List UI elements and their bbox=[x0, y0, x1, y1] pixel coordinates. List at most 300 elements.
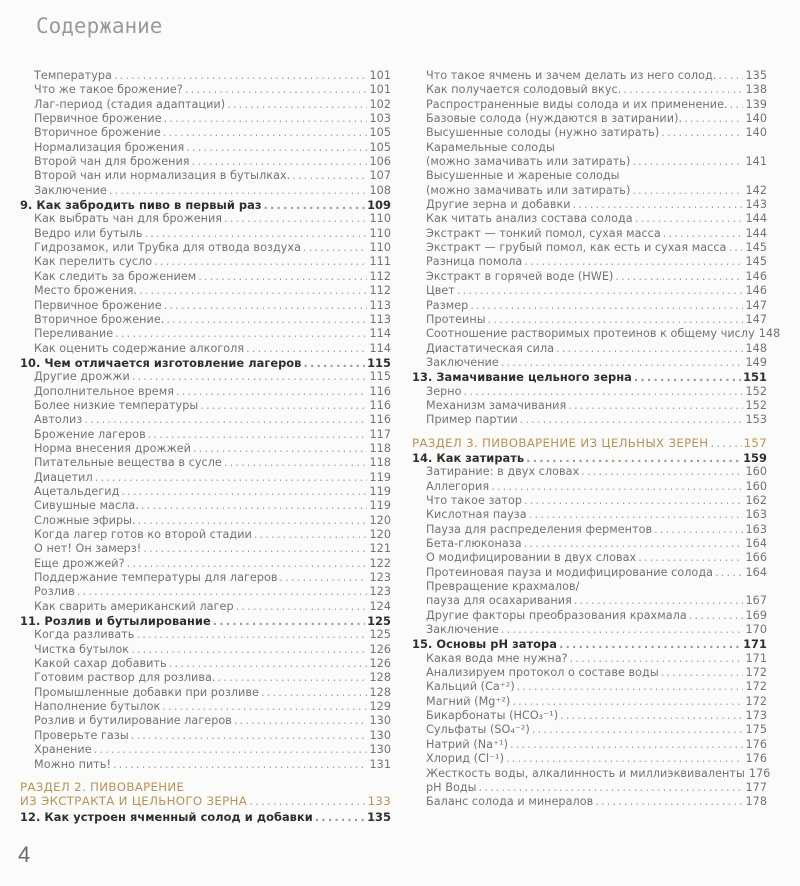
toc-subentry[interactable] bbox=[412, 652, 767, 666]
dot-leader bbox=[166, 313, 367, 327]
toc-subentry[interactable] bbox=[20, 83, 391, 97]
toc-entry-page: 128 bbox=[369, 671, 391, 685]
dot-leader bbox=[488, 313, 744, 327]
toc-entry-title: Хлорид (Cl⁻¹) bbox=[426, 752, 505, 766]
toc-subentry[interactable] bbox=[412, 399, 767, 413]
toc-entry-page: 145 bbox=[745, 255, 767, 269]
toc-subentry[interactable] bbox=[412, 313, 767, 327]
toc-entry-page: 110 bbox=[369, 226, 391, 240]
toc-subentry[interactable] bbox=[20, 542, 391, 556]
toc-entry-title: (можно замачивать или затирать) bbox=[426, 155, 631, 169]
toc-entry-title: Ацетальдегид bbox=[34, 484, 120, 498]
toc-subentry[interactable] bbox=[20, 758, 391, 772]
toc-entry-page: 171 bbox=[745, 651, 767, 665]
toc-subentry[interactable] bbox=[412, 594, 767, 608]
toc-subentry[interactable] bbox=[20, 729, 391, 743]
toc-entry-title: Гидрозамок, или Трубка для отвода воздуха bbox=[34, 241, 301, 255]
dot-leader bbox=[115, 327, 367, 341]
toc-entry-page: 166 bbox=[745, 551, 767, 565]
toc-entry-page: 121 bbox=[369, 542, 391, 556]
toc-entry-title: Готовим раствор для розлива. bbox=[34, 671, 216, 685]
toc-entry-page: 160 bbox=[745, 465, 767, 479]
dot-leader bbox=[227, 98, 367, 112]
dot-leader bbox=[144, 227, 367, 241]
toc-subentry[interactable] bbox=[20, 126, 391, 140]
dot-leader bbox=[131, 643, 367, 657]
dot-leader bbox=[559, 637, 741, 651]
toc-entry-page: 108 bbox=[369, 183, 391, 197]
toc-entry-title: Диастатическая сила bbox=[426, 341, 555, 355]
dot-leader bbox=[185, 83, 368, 97]
toc-entry-title: Наполнение бутылок bbox=[34, 700, 161, 714]
toc-entry-title: Температура bbox=[34, 69, 112, 82]
toc-entry-page: 115 bbox=[369, 370, 391, 384]
toc-entry-title: pH Воды bbox=[426, 780, 477, 794]
toc-subentry[interactable] bbox=[412, 241, 767, 255]
toc-entry-page: 117 bbox=[369, 427, 391, 441]
toc-subentry[interactable] bbox=[20, 255, 391, 269]
toc-section-heading[interactable] bbox=[412, 436, 767, 450]
toc-subentry[interactable] bbox=[20, 585, 391, 599]
toc-entry-title: Бикарбонаты (HCO₃⁻¹) bbox=[426, 709, 559, 723]
toc-entry-page: 139 bbox=[745, 97, 767, 111]
toc-entry-page: 130 bbox=[369, 743, 391, 757]
toc-entry-title: Заключение bbox=[426, 623, 499, 637]
toc-subentry[interactable] bbox=[20, 628, 391, 642]
dot-leader bbox=[574, 594, 744, 608]
toc-entry-title: Когда лагер готов ко второй стадии bbox=[34, 528, 252, 541]
toc-subentry[interactable] bbox=[20, 313, 391, 327]
toc-entry-title: 11. Розлив и бутылирование bbox=[20, 614, 211, 629]
toc-subentry[interactable] bbox=[20, 456, 391, 470]
toc-entry-page: 102 bbox=[369, 97, 391, 111]
dot-leader bbox=[234, 714, 368, 728]
dot-leader bbox=[136, 628, 367, 642]
toc-subentry[interactable] bbox=[412, 609, 767, 623]
toc-subentry[interactable] bbox=[412, 227, 767, 241]
dot-leader bbox=[595, 795, 743, 809]
toc-entry-title: Как читать анализ состава солода bbox=[426, 212, 633, 226]
toc-entry-title: Диацетил bbox=[34, 470, 93, 484]
dot-leader bbox=[84, 413, 367, 427]
dot-leader bbox=[730, 98, 744, 112]
toc-subentry[interactable] bbox=[20, 299, 391, 313]
toc-subentry[interactable] bbox=[20, 284, 391, 298]
toc-subentry[interactable] bbox=[412, 680, 767, 694]
toc-subentry[interactable] bbox=[412, 270, 767, 284]
toc-entry-page: 125 bbox=[367, 614, 391, 629]
toc-subentry[interactable] bbox=[20, 471, 391, 485]
toc-entry-title: Экстракт — грубый помол, как есть и сухая масса bbox=[426, 241, 727, 255]
toc-entry-page: 101 bbox=[369, 83, 391, 97]
toc-entry-page: 109 bbox=[367, 198, 391, 213]
toc-entry-title: Разница помола bbox=[426, 255, 523, 269]
dot-leader bbox=[501, 356, 744, 370]
toc-subentry[interactable] bbox=[20, 571, 391, 585]
toc-entry-page: 142 bbox=[745, 183, 767, 197]
toc-entry-title: Чистка бутылок bbox=[34, 642, 130, 656]
toc-entry-page: 164 bbox=[745, 537, 767, 550]
toc-entry-title: Аллегория bbox=[426, 479, 490, 493]
toc-subentry[interactable] bbox=[20, 69, 391, 83]
dot-leader bbox=[506, 752, 743, 766]
toc-entry-title: Норма внесения дрожжей bbox=[34, 441, 191, 455]
dot-leader bbox=[715, 566, 743, 580]
toc-subentry[interactable] bbox=[412, 508, 767, 522]
toc-entry-page: 146 bbox=[745, 284, 767, 298]
toc-entry-title: Протеиновая пауза и модифицирование солода bbox=[426, 565, 714, 579]
toc-entry-title: Хранение bbox=[34, 743, 92, 757]
toc-entry-page: 128 bbox=[369, 685, 391, 699]
dot-leader bbox=[127, 557, 368, 571]
dot-leader bbox=[573, 198, 744, 212]
toc-entry-page: 114 bbox=[369, 341, 391, 355]
toc-entry-title: Второй чан или нормализация в бутылках. bbox=[34, 169, 291, 183]
toc-entry-title: Поддержание температуры для лагеров bbox=[34, 571, 278, 585]
toc-subentry[interactable] bbox=[412, 385, 767, 399]
dot-leader bbox=[315, 810, 365, 824]
toc-subentry-line[interactable] bbox=[412, 141, 767, 155]
toc-subentry-line[interactable] bbox=[412, 169, 767, 183]
toc-subentry[interactable] bbox=[20, 413, 391, 427]
toc-subentry[interactable] bbox=[412, 781, 767, 795]
dot-leader bbox=[689, 609, 744, 623]
toc-entry-page: 175 bbox=[745, 723, 767, 737]
toc-entry-title: Кислотная пауза bbox=[426, 508, 527, 522]
toc-subentry[interactable] bbox=[20, 112, 391, 126]
dot-leader bbox=[138, 514, 368, 528]
toc-subentry[interactable] bbox=[20, 428, 391, 442]
dot-leader bbox=[457, 284, 744, 298]
dot-leader bbox=[198, 270, 367, 284]
toc-entry-title: Анализируем протокол о составе воды bbox=[426, 666, 659, 680]
toc-subentry[interactable] bbox=[20, 212, 391, 226]
dot-leader bbox=[94, 743, 368, 757]
toc-entry-page: 119 bbox=[369, 499, 391, 513]
toc-subentry[interactable] bbox=[412, 327, 781, 341]
toc-subentry[interactable] bbox=[412, 695, 767, 709]
toc-subentry[interactable] bbox=[20, 528, 391, 542]
toc-subentry[interactable] bbox=[412, 212, 767, 226]
toc-entry-title: Бета-глюконаза bbox=[426, 537, 522, 550]
dot-leader bbox=[581, 465, 743, 479]
toc-subentry[interactable] bbox=[412, 413, 767, 427]
toc-entry-page: 152 bbox=[745, 398, 767, 412]
toc-subentry[interactable] bbox=[20, 485, 391, 499]
toc-entry-title: 15. Основы pH затора bbox=[412, 637, 557, 652]
toc-entry-title: пауза для осахаривания bbox=[426, 594, 572, 608]
toc-entry-page: 123 bbox=[369, 571, 391, 585]
toc-subentry[interactable] bbox=[20, 241, 391, 255]
toc-chapter[interactable] bbox=[412, 637, 767, 651]
toc-entry-page: 110 bbox=[369, 241, 391, 255]
toc-subentry[interactable] bbox=[20, 370, 391, 384]
dot-leader bbox=[501, 623, 744, 637]
toc-subentry[interactable] bbox=[20, 442, 391, 456]
dot-leader bbox=[114, 69, 368, 83]
toc-subentry[interactable] bbox=[412, 623, 767, 637]
dot-leader bbox=[570, 652, 744, 666]
toc-entry-page: 146 bbox=[745, 269, 767, 283]
toc-entry-title: Розлив bbox=[34, 585, 75, 599]
toc-subentry[interactable] bbox=[412, 752, 767, 766]
toc-entry-title: Автолиз bbox=[34, 413, 83, 427]
toc-right-column bbox=[412, 69, 781, 810]
dot-leader bbox=[95, 471, 368, 485]
toc-subentry[interactable] bbox=[20, 270, 391, 284]
toc-subentry[interactable] bbox=[412, 723, 767, 737]
toc-chapter[interactable] bbox=[20, 810, 391, 824]
toc-subentry[interactable] bbox=[20, 600, 391, 614]
toc-entry-page: 111 bbox=[369, 255, 391, 269]
toc-entry-page: 167 bbox=[745, 594, 767, 608]
toc-entry-title: (можно замачивать или затирать) bbox=[426, 183, 631, 197]
toc-entry-title: Как оценить содержание алкоголя bbox=[34, 341, 245, 355]
dot-leader bbox=[132, 370, 368, 384]
toc-entry-title: Вторичное брожение. bbox=[34, 312, 165, 326]
toc-entry-title: Экстракт в горячей воде (HWE) bbox=[426, 269, 614, 283]
toc-subentry[interactable] bbox=[412, 480, 767, 494]
toc-entry-page: 143 bbox=[745, 198, 767, 212]
dot-leader bbox=[615, 270, 743, 284]
toc-subentry[interactable] bbox=[20, 385, 391, 399]
toc-section-heading[interactable] bbox=[20, 780, 391, 794]
toc-subentry[interactable] bbox=[20, 155, 391, 169]
toc-subentry[interactable] bbox=[20, 714, 391, 728]
toc-entry-title: Что же такое брожение? bbox=[34, 83, 183, 97]
toc-entry-page: 163 bbox=[745, 508, 767, 522]
toc-entry-page: 115 bbox=[367, 355, 391, 370]
dot-leader bbox=[261, 686, 368, 700]
toc-entry-title: Баланс солода и минералов bbox=[426, 795, 594, 809]
toc-entry-title: Заключение bbox=[34, 183, 107, 197]
toc-subentry[interactable] bbox=[20, 671, 391, 685]
toc-chapter[interactable] bbox=[20, 198, 391, 212]
toc-entry-page: 144 bbox=[745, 226, 767, 240]
toc-subentry[interactable] bbox=[412, 795, 767, 809]
toc-subentry[interactable] bbox=[20, 700, 391, 714]
toc-entry-page: 141 bbox=[745, 155, 767, 169]
toc-subentry[interactable] bbox=[412, 566, 767, 580]
toc-entry-page: 171 bbox=[743, 637, 767, 652]
toc-entry-page: 114 bbox=[369, 327, 391, 341]
toc-entry-title: Какая вода мне нужна? bbox=[426, 651, 568, 665]
dot-leader bbox=[517, 680, 744, 694]
dot-leader bbox=[292, 169, 367, 183]
toc-entry-title: Протеины bbox=[426, 312, 486, 326]
toc-subentry[interactable] bbox=[412, 551, 767, 565]
toc-subentry[interactable] bbox=[412, 709, 767, 723]
toc-subentry[interactable] bbox=[412, 198, 767, 212]
toc-subentry[interactable] bbox=[20, 227, 391, 241]
dot-leader bbox=[148, 428, 368, 442]
dot-leader bbox=[176, 385, 368, 399]
toc-subentry[interactable] bbox=[20, 169, 391, 183]
toc-entry-title: Сульфаты (SO₄⁻²) bbox=[426, 723, 530, 737]
toc-entry-title: РАЗДЕЛ 2. ПИВОВАРЕНИЕ bbox=[20, 779, 185, 794]
toc-subentry[interactable] bbox=[412, 98, 767, 112]
toc-entry-page: 176 bbox=[745, 752, 767, 766]
toc-subentry[interactable] bbox=[412, 766, 771, 781]
toc-entry-title: Натрий (Na⁺¹) bbox=[426, 737, 508, 751]
toc-subentry[interactable] bbox=[412, 69, 767, 83]
toc-entry-title: Механизм замачивания bbox=[426, 398, 567, 412]
toc-left-column bbox=[20, 69, 391, 824]
toc-entry-title: Вторичное брожение bbox=[34, 126, 161, 140]
toc-entry-title: Соотношение растворимых протеинов к общему числу bbox=[426, 327, 755, 341]
toc-entry-title: Место брожения. bbox=[34, 284, 138, 298]
dot-leader bbox=[568, 399, 743, 413]
toc-entry-page: 148 bbox=[758, 327, 781, 341]
toc-entry-page: 118 bbox=[369, 441, 391, 455]
toc-entry-page: 147 bbox=[745, 298, 767, 312]
dot-leader bbox=[169, 657, 368, 671]
dot-leader bbox=[113, 758, 367, 772]
dot-leader bbox=[532, 723, 744, 737]
toc-subentry[interactable] bbox=[412, 255, 767, 269]
toc-entry-page: 152 bbox=[745, 384, 767, 398]
toc-chapter[interactable] bbox=[412, 451, 767, 465]
toc-entry-title: Как перелить сусло bbox=[34, 255, 153, 269]
toc-subentry[interactable] bbox=[20, 327, 391, 341]
dot-leader bbox=[246, 342, 367, 356]
toc-subentry[interactable] bbox=[412, 738, 767, 752]
dot-leader bbox=[632, 184, 743, 198]
dot-leader bbox=[236, 600, 368, 614]
dot-leader bbox=[510, 738, 744, 752]
dot-leader bbox=[663, 227, 744, 241]
dot-leader bbox=[710, 436, 741, 450]
toc-entry-page: 170 bbox=[745, 623, 767, 637]
toc-entry-page: 164 bbox=[745, 565, 767, 579]
toc-subentry[interactable] bbox=[412, 465, 767, 479]
toc-entry-title: Распространенные виды солода и их применение. bbox=[426, 97, 728, 111]
toc-entry-title: Первичное брожение bbox=[34, 112, 162, 126]
toc-entry-page: 119 bbox=[369, 470, 391, 484]
toc-subentry[interactable] bbox=[412, 356, 767, 370]
toc-entry-title: Нормализация брожения bbox=[34, 140, 185, 154]
toc-entry-title: Превращение крахмалов/ bbox=[426, 580, 580, 594]
toc-entry-page: 153 bbox=[745, 413, 767, 427]
toc-subentry[interactable] bbox=[20, 342, 391, 356]
toc-entry-title: Переливание bbox=[34, 327, 114, 341]
toc-chapter[interactable] bbox=[20, 614, 391, 628]
dot-leader bbox=[684, 112, 743, 126]
dot-leader bbox=[661, 126, 743, 140]
toc-subentry[interactable] bbox=[412, 523, 767, 537]
toc-entry-title: Сивушные масла. bbox=[34, 499, 139, 513]
toc-entry-page: 118 bbox=[369, 456, 391, 470]
toc-subentry[interactable] bbox=[412, 83, 767, 97]
toc-entry-title: Когда разливать bbox=[34, 628, 135, 642]
dot-leader bbox=[249, 794, 365, 808]
toc-subentry[interactable] bbox=[412, 112, 767, 126]
toc-entry-page: 129 bbox=[369, 700, 391, 714]
dot-leader bbox=[192, 155, 368, 169]
toc-entry-page: 176 bbox=[745, 737, 767, 751]
toc-subentry[interactable] bbox=[412, 184, 767, 198]
toc-entry-title: Как получается солодовый вкус. bbox=[426, 83, 622, 97]
dot-leader bbox=[654, 523, 743, 537]
toc-entry-page: 116 bbox=[369, 398, 391, 412]
toc-subentry[interactable] bbox=[20, 643, 391, 657]
dot-leader bbox=[186, 141, 367, 155]
toc-chapter[interactable] bbox=[412, 370, 767, 384]
toc-subentry[interactable] bbox=[20, 399, 391, 413]
toc-entry-title: Как следить за брожением bbox=[34, 269, 197, 283]
toc-subentry-line[interactable] bbox=[412, 580, 767, 594]
toc-subentry[interactable] bbox=[20, 657, 391, 671]
toc-entry-page: 107 bbox=[369, 169, 391, 183]
toc-entry-page: 126 bbox=[369, 642, 391, 656]
toc-entry-page: 144 bbox=[745, 212, 767, 226]
toc-entry-title: Экстракт — тонкий помол, сухая масса bbox=[426, 226, 661, 240]
toc-subentry[interactable] bbox=[20, 557, 391, 571]
toc-subentry[interactable] bbox=[20, 141, 391, 155]
dot-leader bbox=[524, 255, 743, 269]
toc-subentry[interactable] bbox=[412, 494, 767, 508]
toc-subentry[interactable] bbox=[412, 126, 767, 140]
toc-entry-page: 105 bbox=[369, 140, 391, 154]
toc-entry-title: Что такое затор bbox=[426, 493, 523, 507]
dot-leader bbox=[109, 184, 368, 198]
dot-leader bbox=[635, 212, 744, 226]
toc-subentry[interactable] bbox=[412, 342, 767, 356]
toc-entry-title: Промышленные добавки при розливе bbox=[34, 685, 259, 699]
dot-leader bbox=[303, 241, 367, 255]
dot-leader bbox=[77, 585, 368, 599]
toc-entry-page: 135 bbox=[745, 69, 767, 82]
toc-subentry[interactable] bbox=[20, 743, 391, 757]
toc-entry-title: Зерно bbox=[426, 384, 462, 398]
toc-entry-title: Еще дрожжей? bbox=[34, 556, 125, 570]
dot-leader bbox=[638, 551, 743, 565]
toc-subentry[interactable] bbox=[412, 155, 767, 169]
toc-subentry[interactable] bbox=[20, 184, 391, 198]
toc-chapter[interactable] bbox=[20, 356, 391, 370]
dot-leader bbox=[163, 126, 368, 140]
dot-leader bbox=[623, 83, 743, 97]
dot-leader bbox=[224, 456, 368, 470]
toc-subentry[interactable] bbox=[412, 537, 767, 551]
dot-leader bbox=[131, 729, 368, 743]
toc-subentry[interactable] bbox=[412, 284, 767, 298]
dot-leader bbox=[529, 508, 744, 522]
toc-entry-page: 116 bbox=[369, 384, 391, 398]
toc-subentry[interactable] bbox=[20, 514, 391, 528]
toc-subentry[interactable] bbox=[20, 686, 391, 700]
dot-leader bbox=[491, 480, 743, 494]
toc-subentry[interactable] bbox=[20, 499, 391, 513]
toc-subentry[interactable] bbox=[20, 98, 391, 112]
toc-subentry[interactable] bbox=[412, 299, 767, 313]
toc-entry-page: 124 bbox=[369, 599, 391, 613]
toc-entry-page: 120 bbox=[369, 528, 391, 541]
toc-subentry[interactable] bbox=[412, 666, 767, 680]
toc-entry-title: Лаг-период (стадия адаптации) bbox=[34, 97, 226, 111]
dot-leader bbox=[164, 299, 368, 313]
toc-section-heading-line[interactable] bbox=[20, 794, 391, 808]
toc-entry-title: Высушенные солоды (нужно затирать) bbox=[426, 126, 660, 140]
toc-entry-page: 157 bbox=[743, 435, 767, 450]
toc-entry-page: 126 bbox=[369, 657, 391, 671]
toc-entry-page: 140 bbox=[745, 112, 767, 126]
toc-entry-page: 172 bbox=[745, 666, 767, 680]
toc-entry-title: Какой сахар добавить bbox=[34, 657, 167, 671]
dot-leader bbox=[303, 356, 365, 370]
toc-entry-page: 163 bbox=[745, 522, 767, 536]
dot-leader bbox=[193, 442, 367, 456]
